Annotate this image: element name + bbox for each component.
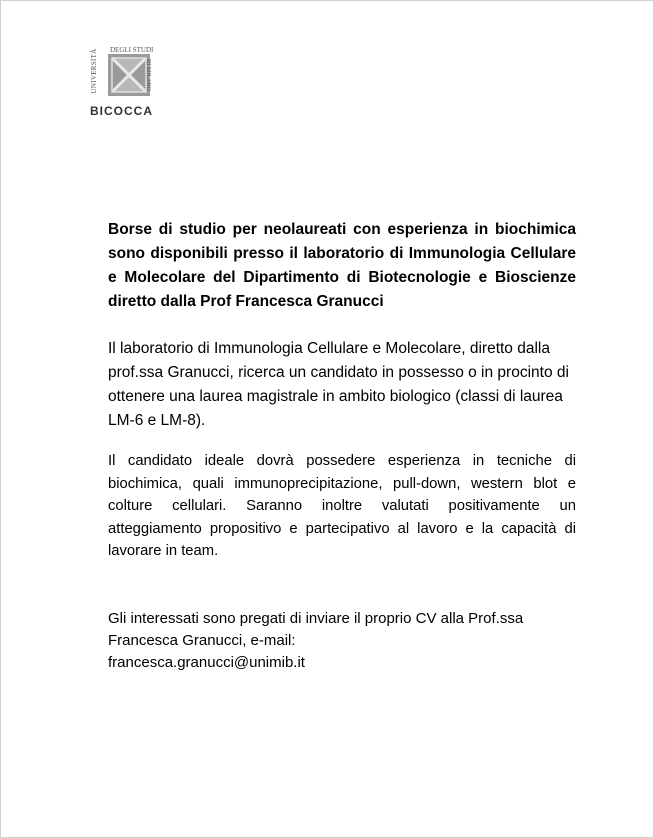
logo-wordmark: BICOCCA <box>90 104 153 118</box>
logo-left-text: UNIVERSITÀ <box>90 48 98 94</box>
paragraph-lab-description: Il laboratorio di Immunologia Cellulare e Molecolare, diretto dalla prof.ssa Granucci, ricerca un candidato in possesso o in procinto di ottenere una laurea magistrale in ambito biologico (classi di laurea LM-6 e LM-8). <box>108 340 569 429</box>
document-body <box>108 218 576 674</box>
contact-paragraph <box>108 608 576 674</box>
university-logo <box>90 46 154 118</box>
logo-top-text: DEGLI STUDI <box>110 46 154 54</box>
paragraph-candidate-requirements: Il candidato ideale dovrà possedere esperienza in tecniche di biochimica, quali immunoprecipitazione, pull-down, western blot e colture cellulari. Saranno inoltre valutati positivamente un atteggiamento propositivo e partecipativo al lavoro e la capacità di lavorare in team. <box>108 453 576 559</box>
contact-email-link[interactable]: francesca.granucci@unimib.it <box>108 653 305 671</box>
logo-right-text: DI MILANO <box>145 59 151 91</box>
contact-intro: Gli interessati sono pregati di inviare il proprio CV alla Prof.ssa Francesca Granucci, e-mail: <box>108 609 524 649</box>
document-headline: Borse di studio per neolaureati con esperienza in biochimica sono disponibili presso il laboratorio di Immunologia Cellulare e Molecolare del Dipartimento di Biotecnologie e Bioscienze diretto dalla Prof Francesca Granucci <box>108 221 576 310</box>
